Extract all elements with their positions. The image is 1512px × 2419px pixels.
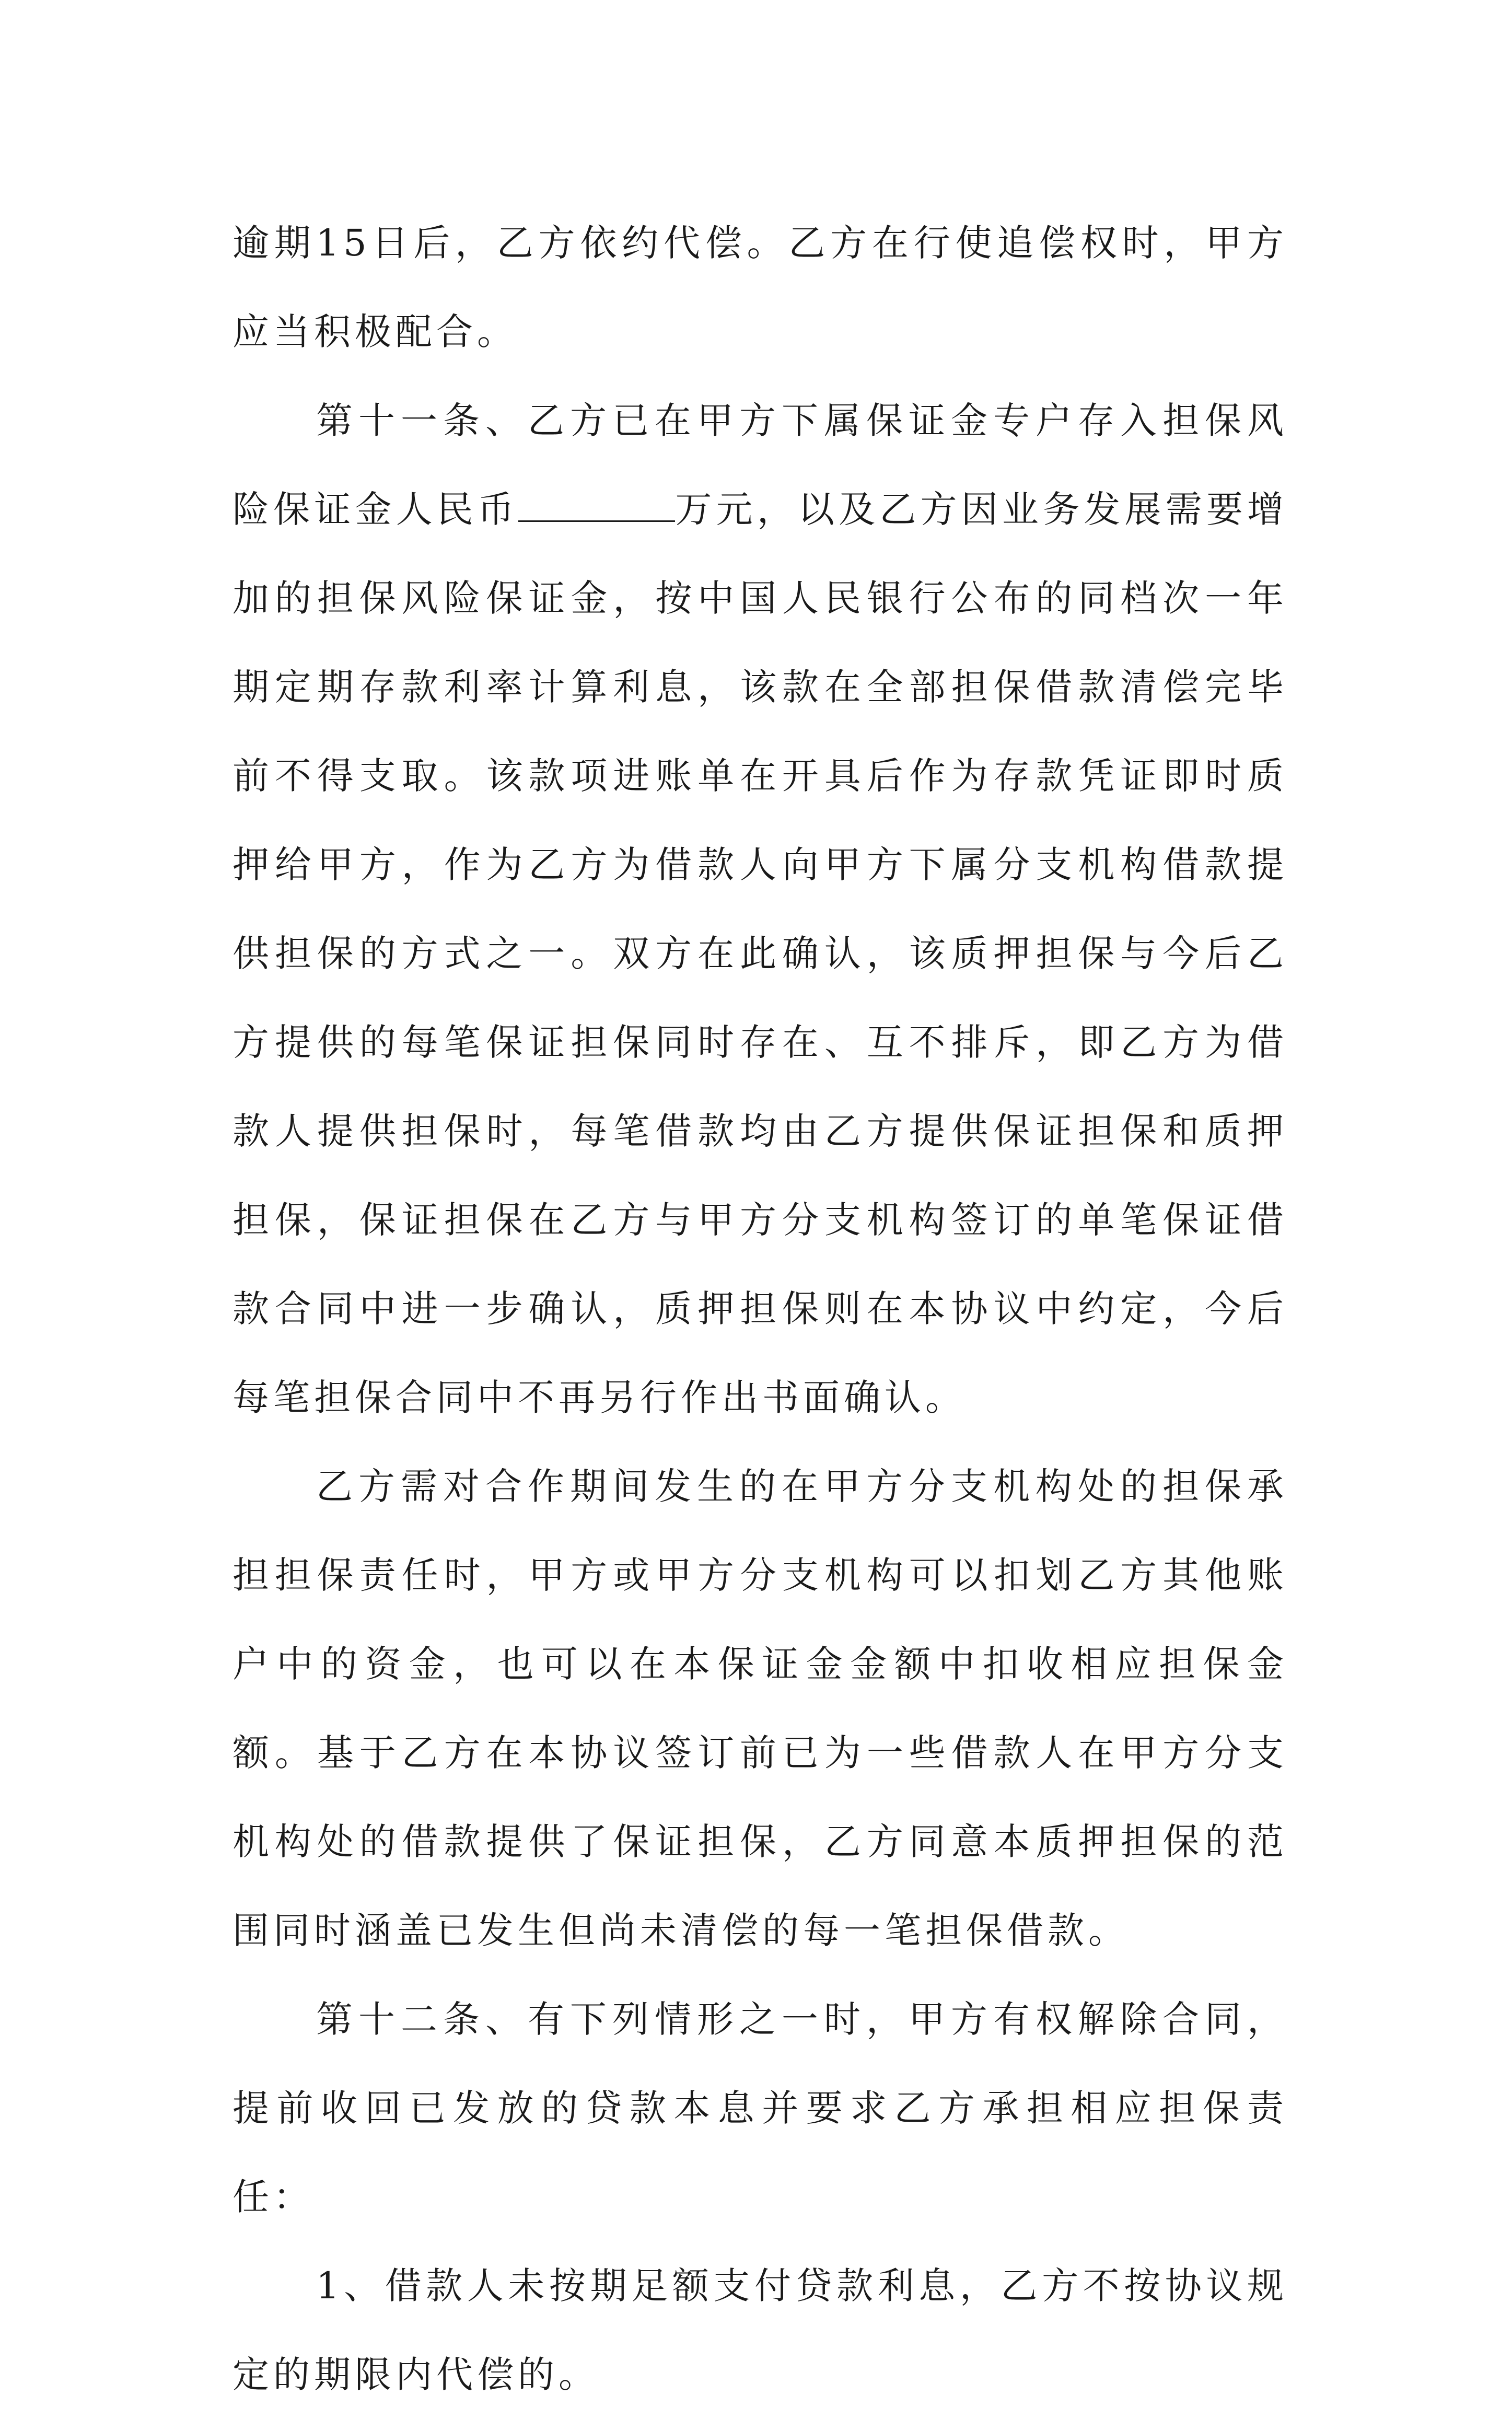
paragraph-text: 第十二条、有下列情形之一时，甲方有权解除合同，提前收回已发放的贷款本息并要求乙方承担相应担保责任：: [232, 1998, 1288, 2218]
paragraph-text: 第十一条、乙方已在甲方下属保证金专户存入担保风险保证金人民币: [232, 399, 1288, 531]
paragraph-text: 乙方需对合作期间发生的在甲方分支机构处的担保承担担保责任时，甲方或甲方分支机构可以扣划乙方其他账户中的资金，也可以在本保证金金额中扣收相应担保金额。基于乙方在本协议签订前已为一些借款人在甲方分支机构处的借款提供了保证担保，乙方同意本质押担保的范围同时涵盖已发生但尚未清偿的每一笔担保借款。: [232, 1465, 1288, 1952]
paragraph-text: 万元，以及乙方因业务发展需要增加的担保风险保证金，按中国人民银行公布的同档次一年期定期存款利率计算利息，该款在全部担保借款清偿完毕前不得支取。该款项进账单在开具后作为存款凭证即时质押给甲方，作为乙方为借款人向甲方下属分支机构借款提供担保的方式之一。双方在此确认，该质押担保与今后乙方提供的每笔保证担保同时存在、互不排斥，即乙方为借款人提供担保时，每笔借款均由乙方提供保证担保和质押担保，保证担保在乙方与甲方分支机构签订的单笔保证借款合同中进一步确认，质押担保则在本协议中约定，今后每笔担保合同中不再另行作出书面确认。: [232, 488, 1288, 1419]
document-body: [232, 199, 1288, 2419]
paragraph-article-11: [232, 376, 1288, 1442]
paragraph-article-11-liability: [232, 1442, 1288, 1975]
paragraph-article-12-item-1: [232, 2241, 1288, 2419]
paragraph-article-12: [232, 1975, 1288, 2241]
paragraph-text: 1、借款人未按期足额支付贷款利息，乙方不按协议规定的期限内代偿的。: [232, 2264, 1288, 2396]
amount-blank-line: [518, 491, 675, 522]
paragraph-continuation: [232, 199, 1288, 376]
paragraph-text: 逾期15日后，乙方依约代偿。乙方在行使追偿权时，甲方应当积极配合。: [232, 222, 1288, 353]
